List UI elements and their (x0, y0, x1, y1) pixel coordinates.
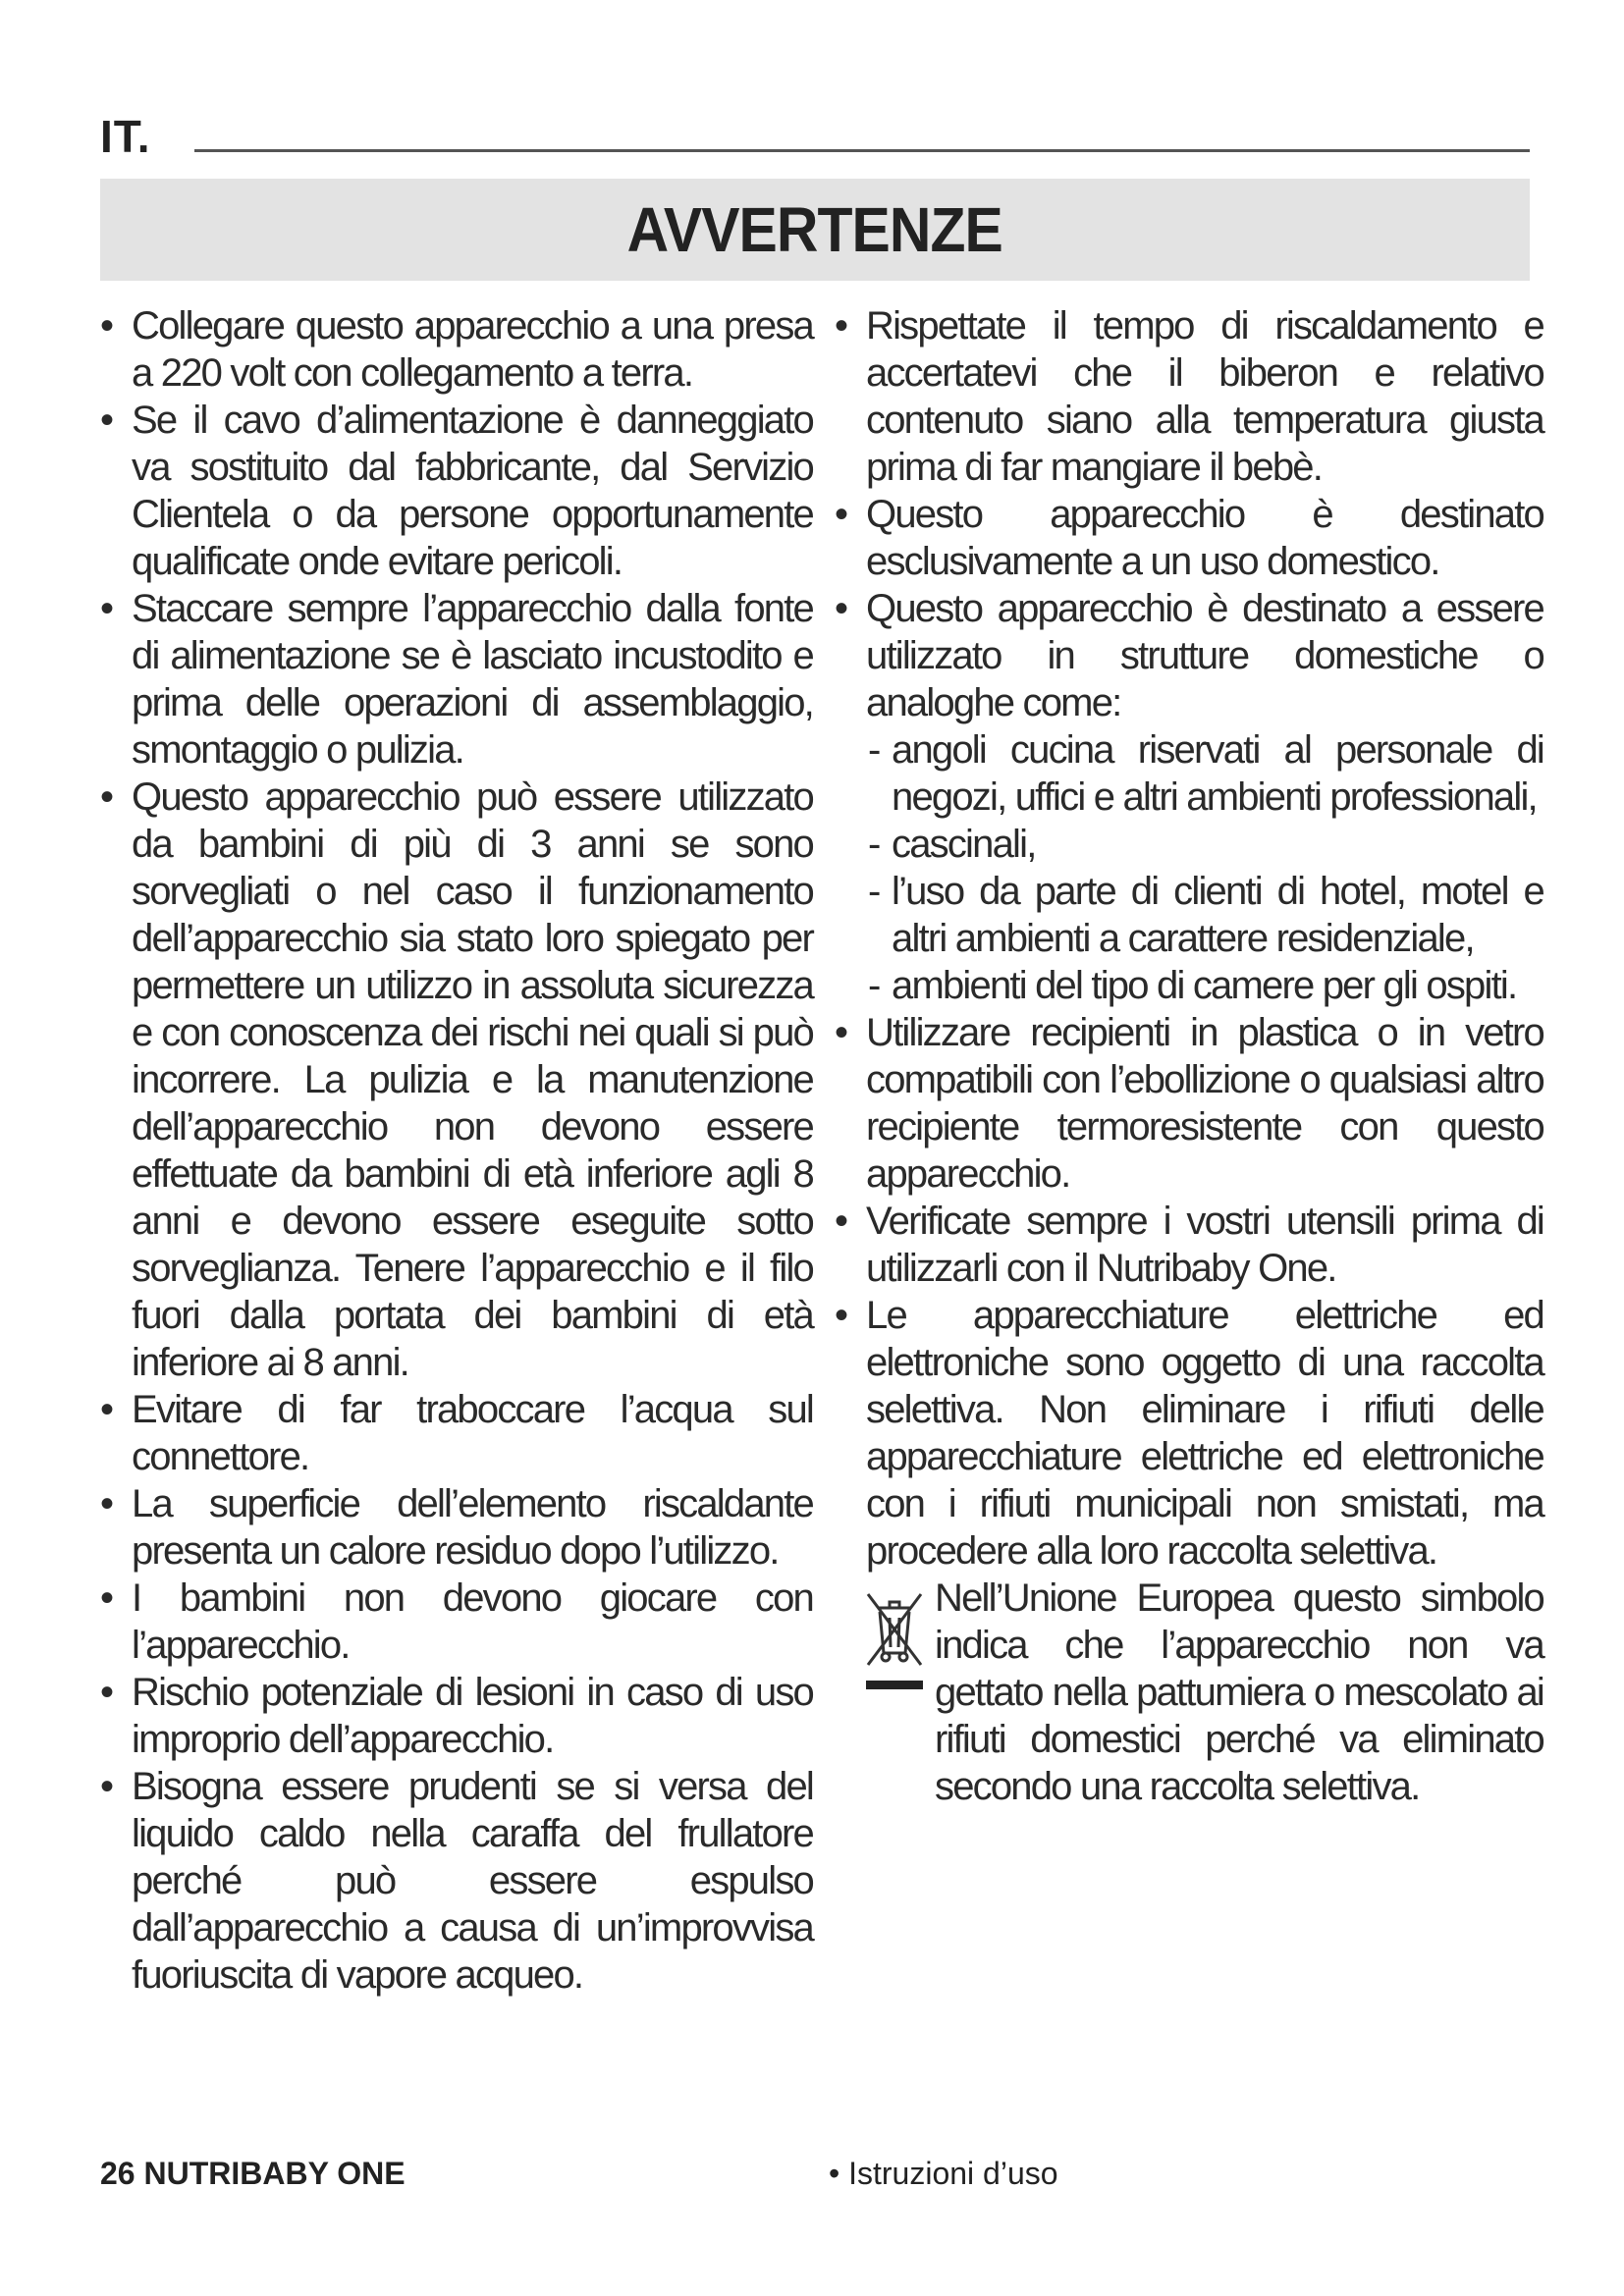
warning-item: • I bambini non devono giocare con l’apparecchio. (96, 1575, 813, 1669)
warning-item: • Rischio potenziale di lesioni in caso di uso improprio dell’apparecchio. (96, 1669, 813, 1763)
right-column (831, 302, 1543, 1810)
weee-notice (831, 1575, 1543, 1810)
page-title: AVVERTENZE (626, 194, 1003, 265)
footer-product: 26 NUTRIBABY ONE (100, 2156, 406, 2191)
sublist-item: - angoli cucina riservati al personale di negozi, uffici e altri ambienti professionali, (866, 726, 1543, 821)
header-rule (194, 149, 1530, 152)
title-bar (100, 179, 1530, 281)
warning-item-domestic-use (831, 585, 1543, 1009)
warning-item: • Questo apparecchio è destinato esclusivamente a un uso domestico. (831, 491, 1543, 585)
warning-item: • Bisogna essere prudenti se si versa del liquido caldo nella caraffa del frullatore perché può essere espulso dall’apparecchio a causa di un’improvvisa fuoriuscita di vapore acqueo. (96, 1763, 813, 1999)
warning-item: • Le apparecchiature elettriche ed elettroniche sono oggetto di una raccolta selettiva. Non eliminare i rifiuti delle apparecchiature elettriche ed elettroniche con i rifiuti municipali non smistati, ma procedere alla loro raccolta selettiva. (831, 1292, 1543, 1575)
crossed-out-wheelie-bin-icon (860, 1586, 929, 1696)
warning-item: • Verificate sempre i vostri utensili prima di utilizzarli con il Nutribaby One. (831, 1198, 1543, 1292)
warning-item: • Collegare questo apparecchio a una presa a 220 volt con collegamento a terra. (96, 302, 813, 397)
warning-item: • Rispettate il tempo di riscaldamento e accertatevi che il biberon e relativo contenuto siano alla temperatura giusta prima di far mangiare il bebè. (831, 302, 1543, 491)
warning-item: • Staccare sempre l’apparecchio dalla fonte di alimentazione se è lasciato incustodito e prima delle operazioni di assemblaggio, smontaggio o pulizia. (96, 585, 813, 774)
weee-text: Nell’Unione Europea questo simbolo indica che l’apparecchio non va gettato nella pattumiera o mescolato ai rifiuti domestici perché va eliminato secondo una raccolta selettiva. (935, 1576, 1543, 1808)
usage-sublist (866, 726, 1543, 1009)
warning-item: • Questo apparecchio può essere utilizzato da bambini di più di 3 anni se sono sorvegliati o nel caso il funzionamento dell’apparecchio sia stato loro spiegato per permettere un utilizzo in assoluta sicurezza e con conoscenza dei rischi nei quali si può incorrere. La pulizia e la manutenzione dell’apparecchio non devono essere effettuate da bambini di età inferiore agli 8 anni e devono essere eseguite sotto sorveglianza. Tenere l’apparecchio e il filo fuori dalla portata dei bambini di età inferiore ai 8 anni. (96, 774, 813, 1386)
warning-item: • Evitare di far traboccare l’acqua sul connettore. (96, 1386, 813, 1480)
sublist-item: - cascinali, (866, 821, 1543, 868)
warnings-list-left (96, 302, 813, 1999)
sublist-item: - ambienti del tipo di camere per gli ospiti. (866, 962, 1543, 1009)
warning-item: • Utilizzare recipienti in plastica o in vetro compatibili con l’ebollizione o qualsiasi altro recipiente termoresistente con questo apparecchio. (831, 1009, 1543, 1198)
footer-section: • Istruzioni d’uso (829, 2156, 1058, 2191)
language-code: IT. (100, 111, 151, 162)
warnings-list-right (831, 302, 1543, 1575)
warning-item: • La superficie dell’elemento riscaldante presenta un calore residuo dopo l’utilizzo. (96, 1480, 813, 1575)
sublist-item: - l’uso da parte di clienti di hotel, motel e altri ambienti a carattere residenziale, (866, 868, 1543, 962)
left-column (96, 302, 813, 1999)
warning-item-text: Questo apparecchio è destinato a essere utilizzato in strutture domestiche o analoghe come: (866, 587, 1543, 724)
warning-item: • Se il cavo d’alimentazione è danneggiato va sostituito dal fabbricante, dal Servizio Clientela o da persone opportunamente qualificate onde evitare pericoli. (96, 397, 813, 585)
